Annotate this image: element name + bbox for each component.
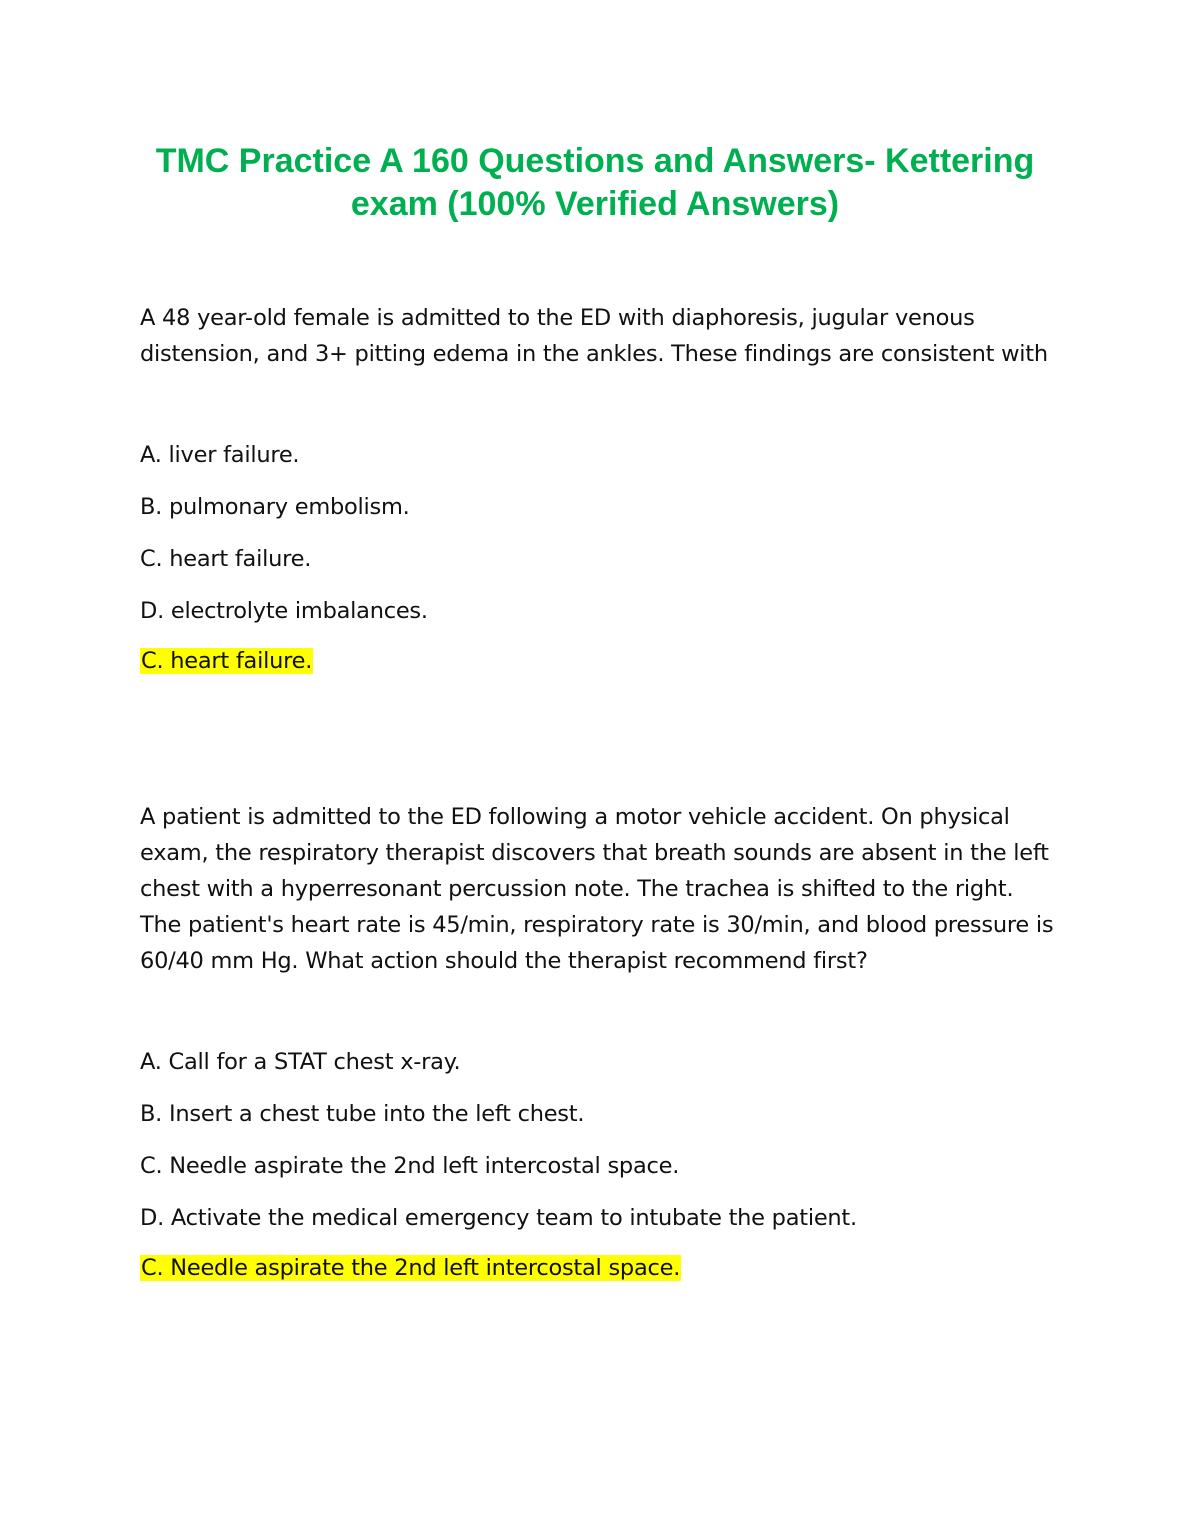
question-2-option-d: D. Activate the medical emergency team to intubate the patient. (140, 1205, 857, 1231)
question-1-option-d: D. electrolyte imbalances. (140, 598, 428, 624)
document-title (120, 140, 1070, 226)
question-1-option-a: A. liver failure. (140, 442, 300, 468)
question-2-option-c: C. Needle aspirate the 2nd left intercostal space. (140, 1153, 680, 1179)
question-2-answer-highlight: C. Needle aspirate the 2nd left intercostal space. (141, 1255, 681, 1281)
question-2-option-a: A. Call for a STAT chest x-ray. (140, 1049, 461, 1075)
question-1-answer-highlight: C. heart failure. (141, 648, 313, 674)
question-1-option-b: B. pulmonary embolism. (140, 494, 410, 520)
question-1-answer (140, 646, 313, 676)
question-1-option-c: C. heart failure. (140, 546, 312, 572)
question-2-stem: A patient is admitted to the ED following a motor vehicle accident. On physical exam, the respiratory therapist discovers that breath sounds are absent in the left chest with a hyperresonant percussion note. The trachea is shifted to the right. The patient's heart rate is 45/min, respiratory rate is 30/min, and blood pressure is 60/40 mm Hg. What action should the therapist recommend first? (140, 804, 1054, 974)
question-2-option-b: B. Insert a chest tube into the left chest. (140, 1101, 585, 1127)
question-1-stem: A 48 year-old female is admitted to the ED with diaphoresis, jugular venous distension, and 3+ pitting edema in the ankles. These findings are consistent with (140, 305, 1048, 367)
question-2-answer (140, 1253, 681, 1283)
title-line-2: exam (100% Verified Answers) (350, 185, 840, 223)
title-line-1: TMC Practice A 160 Questions and Answers- Kettering (155, 142, 1035, 180)
